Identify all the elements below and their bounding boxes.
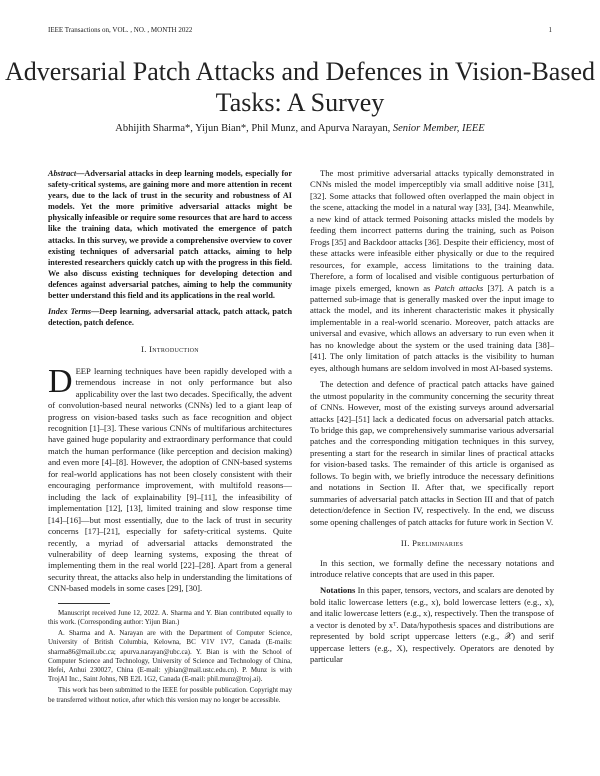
intro-paragraph-3: The detection and defence of practical patch attacks have gained the utmost popularity in the community concerning the security threat of CNNs. However, most of the existing surveys around adversarial attacks [42]–[51] lack a dedicated focus on adversarial patch attacks. To bridge this gap, we comprehensively summarise various adversarial patches and the corresponding mitigation techniques in this survey, presenting a start for the research in similar lines of practical attacks for vision-based tasks. The remainder of this article is organised as follows. To begin with, we briefly introduce the necessary definitions and notations in Section II. After that, we specifically report summaries of adversarial patch attacks in Section III and that of patch detection/defence in Section IV, respectively. In the end, we discuss some opening challenges of patch attacks for future work in Section V. [310, 379, 555, 527]
author-membership: Senior Member, IEEE [392, 123, 485, 134]
prelim-notations [310, 585, 554, 665]
index-terms-text: —Deep learning, adversarial attack, patch attack, patch detection, patch defence. [48, 307, 292, 328]
footnotes [48, 609, 292, 705]
notations-text: In this paper, tensors, vectors, and scalars are denoted by bold italic lowercase letters (e.g., x), bold lowercase letters (e.g., x), and italic lowercase letters (e.g., x), respectively. Then the transpose of a vector is denoted by xᵀ. Data/hypothesis spaces and distributions are represented by bold script uppercase letters (e.g., 𝒳) and serif uppercase letters (e.g., X), respectively. Operators are denoted by particular [310, 585, 554, 665]
section-heading-introduction: I. Introduction [141, 344, 199, 355]
right-column [310, 168, 554, 666]
abstract [48, 168, 292, 301]
intro-paragraph-1 [48, 362, 292, 595]
intro-lead-word: EEP [75, 365, 91, 376]
footnote-divider [58, 603, 110, 604]
index-terms-label: Index Terms [48, 307, 92, 317]
abstract-text: —Adversarial attacks in deep learning models, especially for safety-critical systems, are gaining more and more attention in recent years, due to the lack of trust in the security and robustness of AI models. Yet the more primitive adversarial attacks might be physically infeasible or require some resources that are hard to access like the training data, which motivated the emergence of patch attacks. In this survey, we provide a comprehensive overview to cover existing techniques of adversarial patch attacks, aiming to help interested researchers quickly catch up with the progress in this field. We also discuss existing techniques for developing detection and defences against adversarial patches, aiming to help the community better understand this field and its applications in the real world. [48, 169, 292, 301]
prelim-paragraph-1: In this section, we formally define the necessary notations and introduce relative concepts that are used in this paper. [310, 557, 554, 579]
footnote-copyright: This work has been submitted to the IEEE for possible publication. Copyright may be transferred without notice, after which this version may no longer be accessible. [48, 686, 292, 704]
journal-header: IEEE Transactions on, VOL. , NO. , MONTH 2022 [48, 26, 193, 34]
running-header [48, 26, 552, 36]
paper-title: Adversarial Patch Attacks and Defences in Vision-Based Tasks: A Survey [4, 57, 595, 117]
drop-cap: D [48, 362, 73, 400]
intro-paragraph-2 [310, 168, 554, 374]
intro-paragraph-2-rest: [37]. A patch is a patterned sub-image that is generally masked over the input image to attack the model, and its inherent characteristic makes it physically implementable in a real-world scenario. Moreover, patch attacks are universal and evasive, which allows an adversary to run even when it has no knowledge about the system or the used training data [38]–[41]. The only limitation of patch attacks is the visibility to human eyes, although humans are seldom involved in most AI-based systems. [310, 282, 554, 373]
author-list [0, 123, 600, 134]
index-terms [48, 306, 292, 328]
notations-label: Notations [320, 585, 356, 596]
intro-paragraph-2-text: The most primitive adversarial attacks typically demonstrated in CNNs misled the model imperceptibly via small additive noise [31], [32]. Some attacks that followed often overlapped the main object in the scene, attacking the model in a natural way [33], [34]. Meanwhile, a new kind of attack termed Poisoning attacks misled the models by feeding them incorrect patterns during the training, such as Poison Frogs [35] and Backdoor attacks [36]. Despite their efficiency, most of these attacks were infeasible either physically or due to the required resources, for example, access limitations to the training data. Therefore, a form of localised and visible contiguous perturbation of image pixels emerged, known as [310, 168, 554, 293]
author-names: Abhijith Sharma*, Yijun Bian*, Phil Munz, and Apurva Narayan, [115, 123, 391, 134]
intro-paragraph-1-text: learning techniques have been rapidly developed with a tremendous increase in not only performance but also applicability over the last two decades. Specifically, the advent of convolution-based neural networks (CNNs) led to a giant leap of progress on vision-based tasks such as face recognition and object recognition [1]–[3]. These various CNNs of multifarious architectures have gained huge popularity and extraordinary performance that could match the human performance (like perception and decision making) and even more [4]–[8]. However, the adoption of CNN-based systems for real-world applications has not been closely consistent with their encouraging performance improvement, with multifold reasons—including the lack of explainability [9]–[11], the infeasibility of implementation [12], [13], limited training and slow response time [14]–[16]—but most essentially, due to the lack of trust in security concerns [17]–[21], especially for safety-critical systems. Quite recently, a myriad of adversarial attacks demonstrated the vulnerability of deep learning systems, exposing the threat of implementing them in the real world [22]–[28]. Apart from a general security threat, the attacks also help in understanding the limitations of CNN-based models in some cases [29], [30]. [48, 365, 292, 594]
page-number: 1 [548, 26, 552, 34]
section-heading-preliminaries: II. Preliminaries [400, 538, 464, 549]
footnote-affiliations: A. Sharma and A. Narayan are with the Department of Computer Science, University of British Columbia, Kelowna, BC V1V 1V7, Canada (E-mails: sharma86@mail.ubc.ca; apurva.narayan@ubc.ca). Y. Bian is with the School of Computer Science and Technology, University of Science and Technology of China, Hefei, Anhui 230027, China (E-mail: yjbian@mail.ustc.edu.cn). P. Munz is with TrojAI Inc., Saint Johns, NB E2L 1G2, Canada (E-mail: phil.munz@troj.ai). [48, 629, 292, 684]
footnote-manuscript: Manuscript received June 12, 2022. A. Sharma and Y. Bian contributed equally to this work. (Corresponding author: Yijun Bian.) [48, 608, 292, 627]
intro-paragraph-2-italic: Patch attacks [434, 282, 484, 293]
abstract-label: Abstract [48, 169, 77, 178]
left-column [48, 168, 292, 705]
